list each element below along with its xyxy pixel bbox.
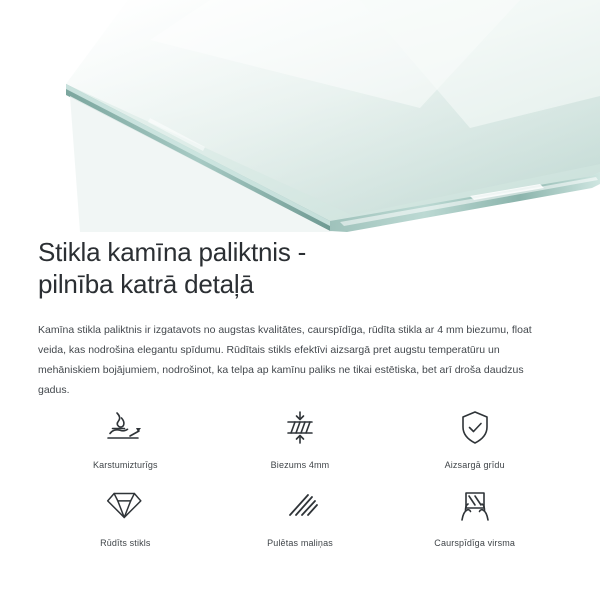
feature-label: Rūdīts stikls	[100, 538, 151, 548]
page-title-line-2: pilnība katrā detaļā	[38, 269, 254, 299]
thickness-4mm-icon	[278, 408, 322, 448]
feature-item-heat-resistant	[38, 404, 213, 482]
feature-label: Karstumizturīgs	[92, 460, 158, 470]
feature-item-transparent-surface	[387, 482, 562, 560]
feature-item-thickness	[213, 404, 388, 482]
feature-label: Caurspīdīga virsma	[434, 538, 516, 548]
description-paragraph: Kamīna stikla paliktnis ir izgatavots no augstas kvalitātes, caurspīdīga, rūdīta stikla ar 4 mm biezumu, float veida, kas nodrošina elegantu spīdumu. Rūdītais stikls efektīvi aizsargā pret augstu temperatūru un mehāniskiem bojājumiem, nodrošinot, ka telpa ap kamīnu paliks ne tikai estētiska, bet arī droša daudzus gadus.	[38, 324, 532, 396]
feature-item-polished-edges	[213, 482, 388, 560]
transparent-surface-icon	[453, 486, 497, 526]
feature-grid	[38, 404, 562, 560]
diamond-icon	[103, 486, 147, 526]
hero-image	[0, 0, 600, 232]
page-title	[38, 236, 568, 300]
feature-item-floor-protection	[387, 404, 562, 482]
text-block	[38, 232, 568, 400]
feature-label: Pulētas maliņas	[267, 538, 333, 548]
page-title-line-1: Stikla kamīna paliktnis -	[38, 237, 307, 267]
polished-edges-icon	[278, 486, 322, 526]
shield-check-icon	[453, 408, 497, 448]
feature-item-tempered-glass	[38, 482, 213, 560]
feature-label: Aizsargā grīdu	[444, 460, 505, 470]
heat-resistant-icon	[103, 408, 147, 448]
glass-panel-illustration	[0, 0, 600, 232]
feature-label: Biezums 4mm	[270, 460, 330, 470]
